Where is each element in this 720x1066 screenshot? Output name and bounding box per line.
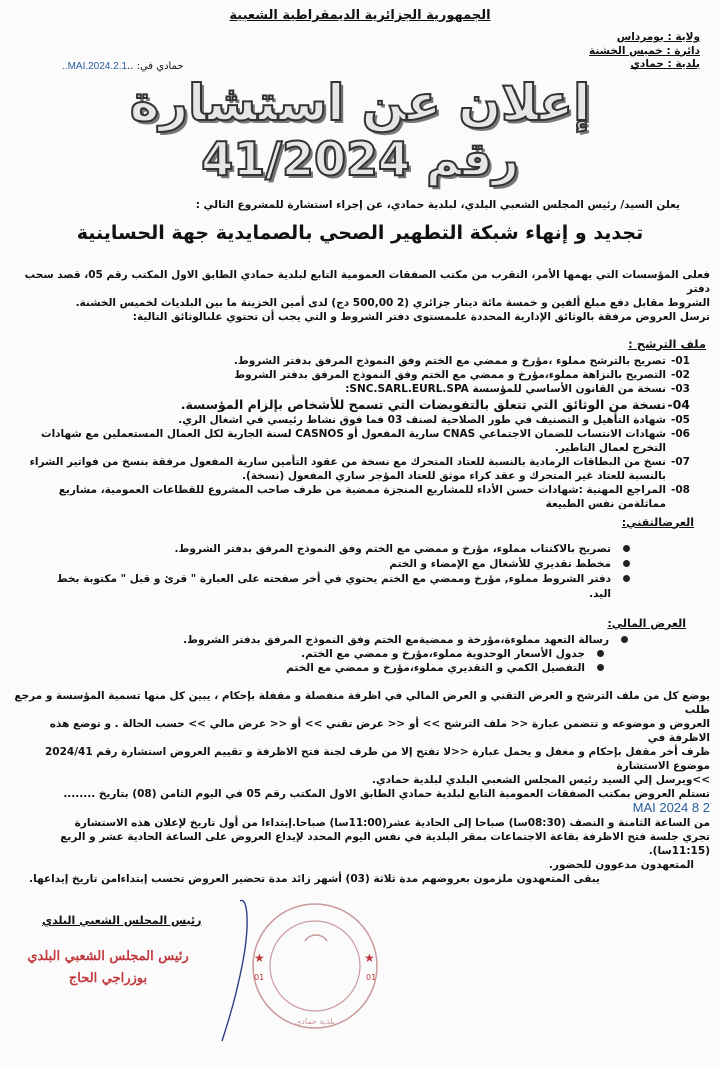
signature-area bbox=[10, 896, 710, 1046]
technical-item bbox=[40, 557, 630, 572]
financial-list bbox=[40, 633, 628, 675]
financial-heading: العرض المالي: bbox=[607, 616, 686, 630]
paragraph-line: >>ويرسل إلي السيد رئيس المجلس الشعبي البلدي لبلدية حمادي. bbox=[372, 773, 710, 786]
deadline-block bbox=[10, 787, 710, 886]
consultation-number bbox=[10, 132, 710, 186]
candidacy-list bbox=[10, 354, 690, 511]
date-label: حمادي في: .. bbox=[127, 60, 184, 72]
technical-heading: العرضالتقني: bbox=[621, 515, 694, 529]
bullet-icon bbox=[623, 545, 630, 552]
stamp-line: رئيس المجلس الشعبي البلدي bbox=[27, 948, 189, 964]
candidacy-item bbox=[10, 455, 690, 483]
project-title: تجديد و إنهاء شبكة التطهير الصحي بالصمايدية جهة الحساينية bbox=[76, 221, 644, 244]
seal-text: بلدية حمادي bbox=[295, 1016, 335, 1026]
signature-title: رئيس المجلس الشعبي البلدي bbox=[42, 913, 202, 927]
paragraph-line: العروض و موضوعه و تتضمن عبارة << ملف الترشح >> أو << عرض تقني >> أو << عرض مالي >> حسب الحالة . و توضع هذه الاظرفة في bbox=[49, 717, 710, 744]
item-text: شهادة التأهيل و التصنيف في طور الصلاحية لصنف 03 فما فوق نشاط رئيسي في اشغال الري. bbox=[178, 413, 666, 426]
item-text: مخطط تقديري للأشغال مع الإمضاء و الختم bbox=[389, 557, 611, 570]
deadline-line: يبقى المتعهدون ملزمون بعروضهم مدة ثلاثة (03) أشهر زائد مدة تحضير العروض تحسب إبتداءامن تاريخ إيداعها. bbox=[29, 872, 600, 885]
deadline-line: من الساعة الثامنة و النصف (08:30سا) صباحا إلى الحادية عشر(11:00سا) صباحا.إبتداءا من أول تاريخ لإعلان هذه الاستشارة bbox=[74, 816, 710, 829]
baladia: بلدية : حمادي bbox=[630, 58, 700, 70]
number-label: رقم bbox=[426, 131, 519, 186]
financial-item bbox=[40, 661, 628, 675]
candidacy-item bbox=[10, 483, 690, 511]
candidacy-item bbox=[10, 382, 690, 396]
financial-item bbox=[40, 647, 628, 661]
deadline-line: تجري جلسة فتح الاظرفة بقاعة الاجتماعات بمقر البلدية في نفس اليوم المحدد لإيداع العروض على الساعة الحادية عشر و الربع (11:15سا). bbox=[60, 830, 710, 857]
candidacy-item bbox=[10, 368, 690, 382]
item-text: رسالة التعهد مملوءة،مؤرخة و ممضيةمع الختم وفق النموذج المرفق بدفتر الشروط. bbox=[183, 633, 609, 646]
deadline-line bbox=[10, 787, 710, 816]
star-icon: ★ bbox=[364, 950, 375, 965]
candidacy-item bbox=[10, 396, 690, 413]
item-number: 08- bbox=[671, 483, 690, 496]
bullet-icon bbox=[597, 650, 604, 657]
item-text: التصريح بالنزاهة مملوء،مؤرخ و ممضي مع الختم وفق النموذج المرفق بدفتر الشروط bbox=[234, 368, 666, 381]
item-text: تصريح بالترشح مملوء ،مؤرخ و ممضي مع الختم وفق النموذج المرفق بدفتر الشروط. bbox=[233, 354, 666, 367]
item-number: 03- bbox=[671, 382, 690, 395]
bullet-icon bbox=[621, 636, 628, 643]
item-text: تصريح بالاكتتاب مملوء، مؤرخ و ممضي مع الختم وفق النموذج المرفق بدفتر الشروط. bbox=[174, 542, 611, 555]
deadline-line: المتعهدون مدعوون للحضور. bbox=[548, 858, 694, 871]
paragraph-line: الشروط مقابل دفع مبلغ ألفين و خمسة مائة دينار جزائري (2 500,00 دج) لدى أمين الخزينة ما بين البلديات لخميس الخشنة. bbox=[75, 296, 710, 309]
item-text: جدول الأسعار الوحدوية مملوء،مؤرخ و ممضي مع الختم. bbox=[301, 647, 585, 660]
item-number: 05- bbox=[671, 413, 690, 426]
item-text: شهادات الانتساب للضمان الاجتماعي CNAS سارية المفعول أو CASNOS لسنة الجارية لكل العمال المستعملين مع شهادات التخرج لعمال التاطير. bbox=[41, 427, 666, 454]
intro-text: يعلن السيد/ رئيس المجلس الشعبي البلدي، لبلدية حمادي، عن إجراء استشارة للمشروع التالي : bbox=[195, 198, 680, 211]
seal-number: 01 bbox=[254, 972, 265, 982]
technical-item bbox=[40, 542, 630, 557]
bullet-icon bbox=[623, 560, 630, 567]
issue-date bbox=[62, 61, 184, 72]
stamp-line: بوزراجي الحاج bbox=[68, 970, 148, 986]
bullet-icon bbox=[597, 664, 604, 671]
official-seal bbox=[240, 896, 390, 1036]
name-stamp bbox=[18, 946, 198, 990]
date-stamp: 2.1.MAI.2024.. bbox=[62, 60, 128, 72]
paragraph-line: يوضع كل من ملف الترشح و العرض التقني و العرض المالي في اظرفة منفصلة و مقفلة بإحكام ، يبين كل منها تسمية المؤسسة و مرجع طلب bbox=[14, 689, 710, 716]
deposit-date-stamp: 2 8 MAI 2024 bbox=[632, 799, 710, 815]
paragraph-line: ظرف أخر مقفل بإحكام و مغفل و يحمل عبارة <<لا تفتح إلا من طرف لجنة فتح الاظرفة و تقييم العروض استشارة رقم 2024/41 موضوع الاستشارة bbox=[44, 745, 710, 772]
item-number: 07- bbox=[671, 455, 690, 468]
item-text: التفصيل الكمي و التقديري مملوء،مؤرخ و ممضي مع الختم bbox=[286, 661, 585, 674]
handwritten-signature bbox=[200, 896, 260, 1046]
item-text: المراجع المهنية :شهادات حسن الأداء للمشاريع المنجزة ممضية من طرف صاحب المشروع للقطاعات العمومية، مشاريع مماثلةمن نفس الطبيعة bbox=[58, 483, 666, 510]
number-value: 41/2024 bbox=[201, 131, 411, 186]
paragraph-line: ترسل العروض مرفقة بالوثائق الإدارية المحددة علىمستوى دفتر الشروط و التي يجب أن تحتوي علىالوثائق التالية: bbox=[132, 310, 710, 323]
item-number: 06- bbox=[671, 427, 690, 440]
candidacy-item bbox=[10, 354, 690, 368]
item-number: 02- bbox=[671, 368, 690, 381]
deadline-text: تستلم العروض بمكتب الصفقات العمومية التابع لبلدية حمادي الطابق الاول المكتب رقم 05 في اليوم الثامن (08) بتاريخ ........ bbox=[63, 787, 710, 800]
paragraph-line: فعلى المؤسسات التي يهمها الأمر، التقرب من مكتب الصفقات العمومية التابع لبلدية حمادي الطابق الاول المكتب رقم 05، قصد سحب دفتر bbox=[24, 268, 710, 295]
candidacy-item bbox=[10, 427, 690, 455]
candidacy-item bbox=[10, 413, 690, 427]
financial-item bbox=[40, 633, 628, 647]
bullet-icon bbox=[623, 575, 630, 582]
item-text: نسخ من البطاقات الرمادية بالنسبة للعتاد المتحرك مع نسخة من عقود التأمين سارية المفعول مرفقة بنسخ من فواتير الشراء بالنسبة للعتاد غير المتحرك و عقد كراء موثق للعتاد المؤجر ساري المفعول (نسخة). bbox=[29, 455, 666, 482]
item-text: نسخة من الوثائق التي تتعلق بالتفويضات التي تسمح للأشخاص بإلزام المؤسسة. bbox=[180, 396, 666, 412]
republic-heading: الجمهورية الجزائرية الديمقراطية الشعبية bbox=[229, 8, 491, 23]
item-number: 04- bbox=[667, 396, 690, 412]
admin-block bbox=[589, 31, 700, 72]
technical-item bbox=[40, 572, 630, 602]
candidacy-heading: ملف الترشح : bbox=[628, 336, 706, 351]
paragraph-envelopes bbox=[10, 689, 710, 787]
announcement-title: إعلان عن استشارة bbox=[129, 73, 591, 132]
daira: دائرة : خميس الخشنة bbox=[588, 44, 700, 57]
item-text: دفتر الشروط مملوء, مؤرخ وممضي مع الختم يحتوي في أخر صفحته على العبارة " قرئ و قبل " مكتوبة بخط اليد. bbox=[56, 572, 611, 600]
item-number: 01- bbox=[671, 354, 690, 367]
star-icon: ★ bbox=[254, 950, 265, 965]
header-row bbox=[10, 31, 710, 72]
technical-list bbox=[40, 542, 630, 602]
item-text: نسخة من القانون الأساسي للمؤسسة SNC.SARL.EURL.SPA: bbox=[345, 382, 666, 395]
paragraph-withdrawal bbox=[10, 268, 710, 324]
wilaya: ولاية : بومرداس bbox=[616, 31, 700, 43]
seal-number: 01 bbox=[366, 972, 377, 982]
